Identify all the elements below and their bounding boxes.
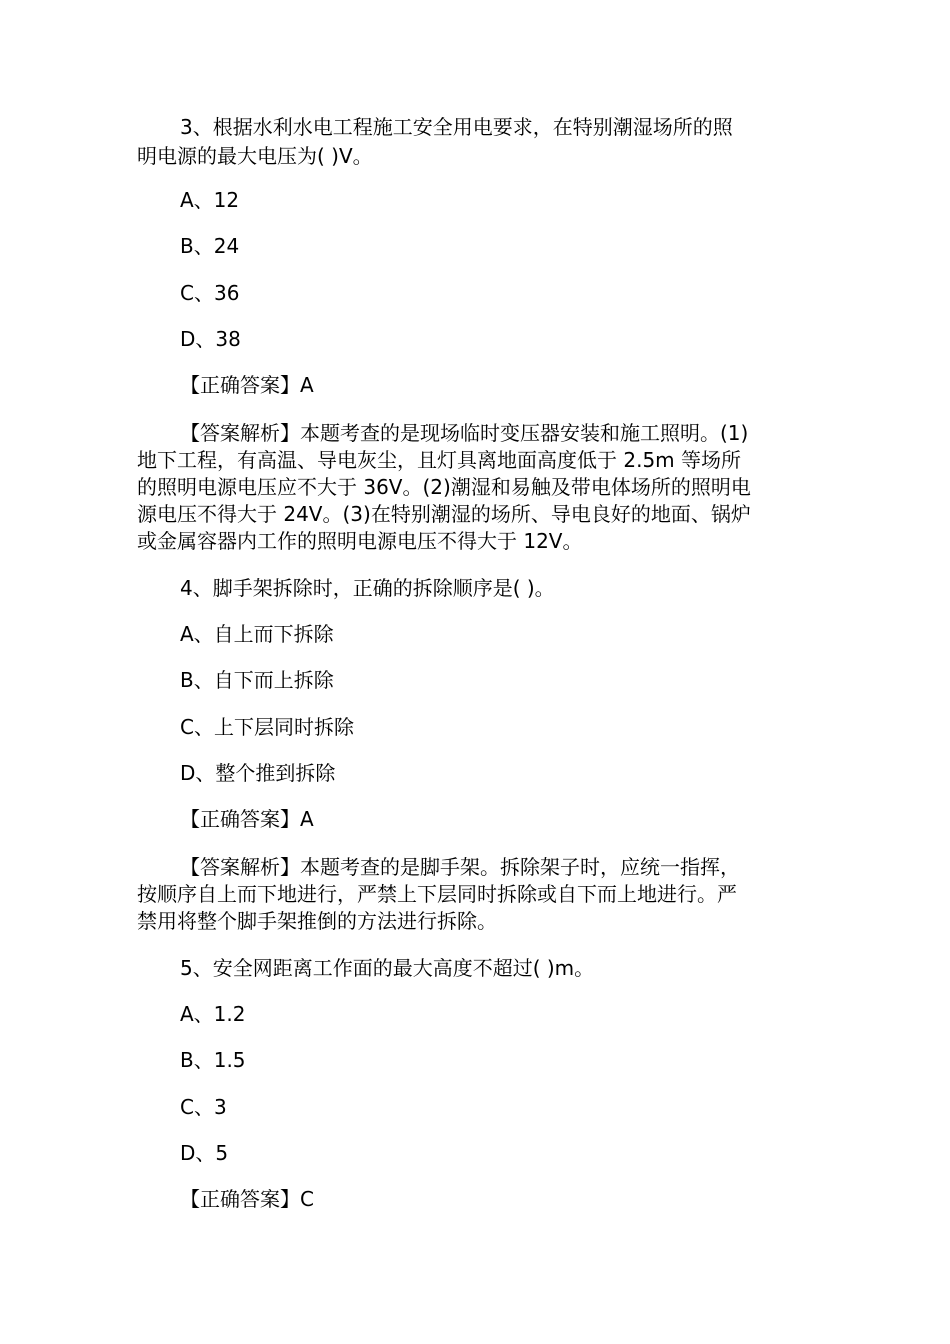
option-c: C、36 xyxy=(180,281,240,305)
question-stem-line: 明电源的最大电压为( )V。 xyxy=(137,144,373,168)
question-stem-line: 5、安全网距离工作面的最大高度不超过( )m。 xyxy=(180,956,595,980)
option-d: D、38 xyxy=(180,327,241,351)
option-a: A、12 xyxy=(180,188,240,212)
option-b: B、自下而上拆除 xyxy=(180,668,334,692)
correct-answer: 【正确答案】A xyxy=(180,807,314,831)
option-c: C、3 xyxy=(180,1095,227,1119)
question-stem-line: 4、脚手架拆除时，正确的拆除顺序是( )。 xyxy=(180,576,555,600)
explanation-line: 或金属容器内工作的照明电源电压不得大于 12V。 xyxy=(137,529,583,553)
option-d: D、5 xyxy=(180,1141,229,1165)
option-a: A、自上而下拆除 xyxy=(180,622,334,646)
explanation-line: 地下工程，有高温、导电灰尘，且灯具离地面高度低于 2.5m 等场所 xyxy=(137,448,742,472)
question-stem-line: 3、根据水利水电工程施工安全用电要求，在特别潮湿场所的照 xyxy=(180,115,733,139)
explanation-line: 【答案解析】本题考查的是现场临时变压器安装和施工照明。(1) xyxy=(180,421,749,445)
explanation-line: 源电压不得大于 24V。(3)在特别潮湿的场所、导电良好的地面、锅炉 xyxy=(137,502,751,526)
option-b: B、1.5 xyxy=(180,1048,246,1072)
correct-answer: 【正确答案】A xyxy=(180,373,314,397)
option-b: B、24 xyxy=(180,234,240,258)
option-c: C、上下层同时拆除 xyxy=(180,715,354,739)
option-d: D、整个推到拆除 xyxy=(180,761,336,785)
option-a: A、1.2 xyxy=(180,1002,246,1026)
explanation-line: 【答案解析】本题考查的是脚手架。拆除架子时，应统一指挥， xyxy=(180,855,740,879)
explanation-line: 按顺序自上而下地进行，严禁上下层同时拆除或自下而上地进行。严 xyxy=(137,882,737,906)
correct-answer: 【正确答案】C xyxy=(180,1187,314,1211)
explanation-line: 的照明电源电压应不大于 36V。(2)潮湿和易触及带电体场所的照明电 xyxy=(137,475,751,499)
explanation-line: 禁用将整个脚手架推倒的方法进行拆除。 xyxy=(137,909,497,933)
